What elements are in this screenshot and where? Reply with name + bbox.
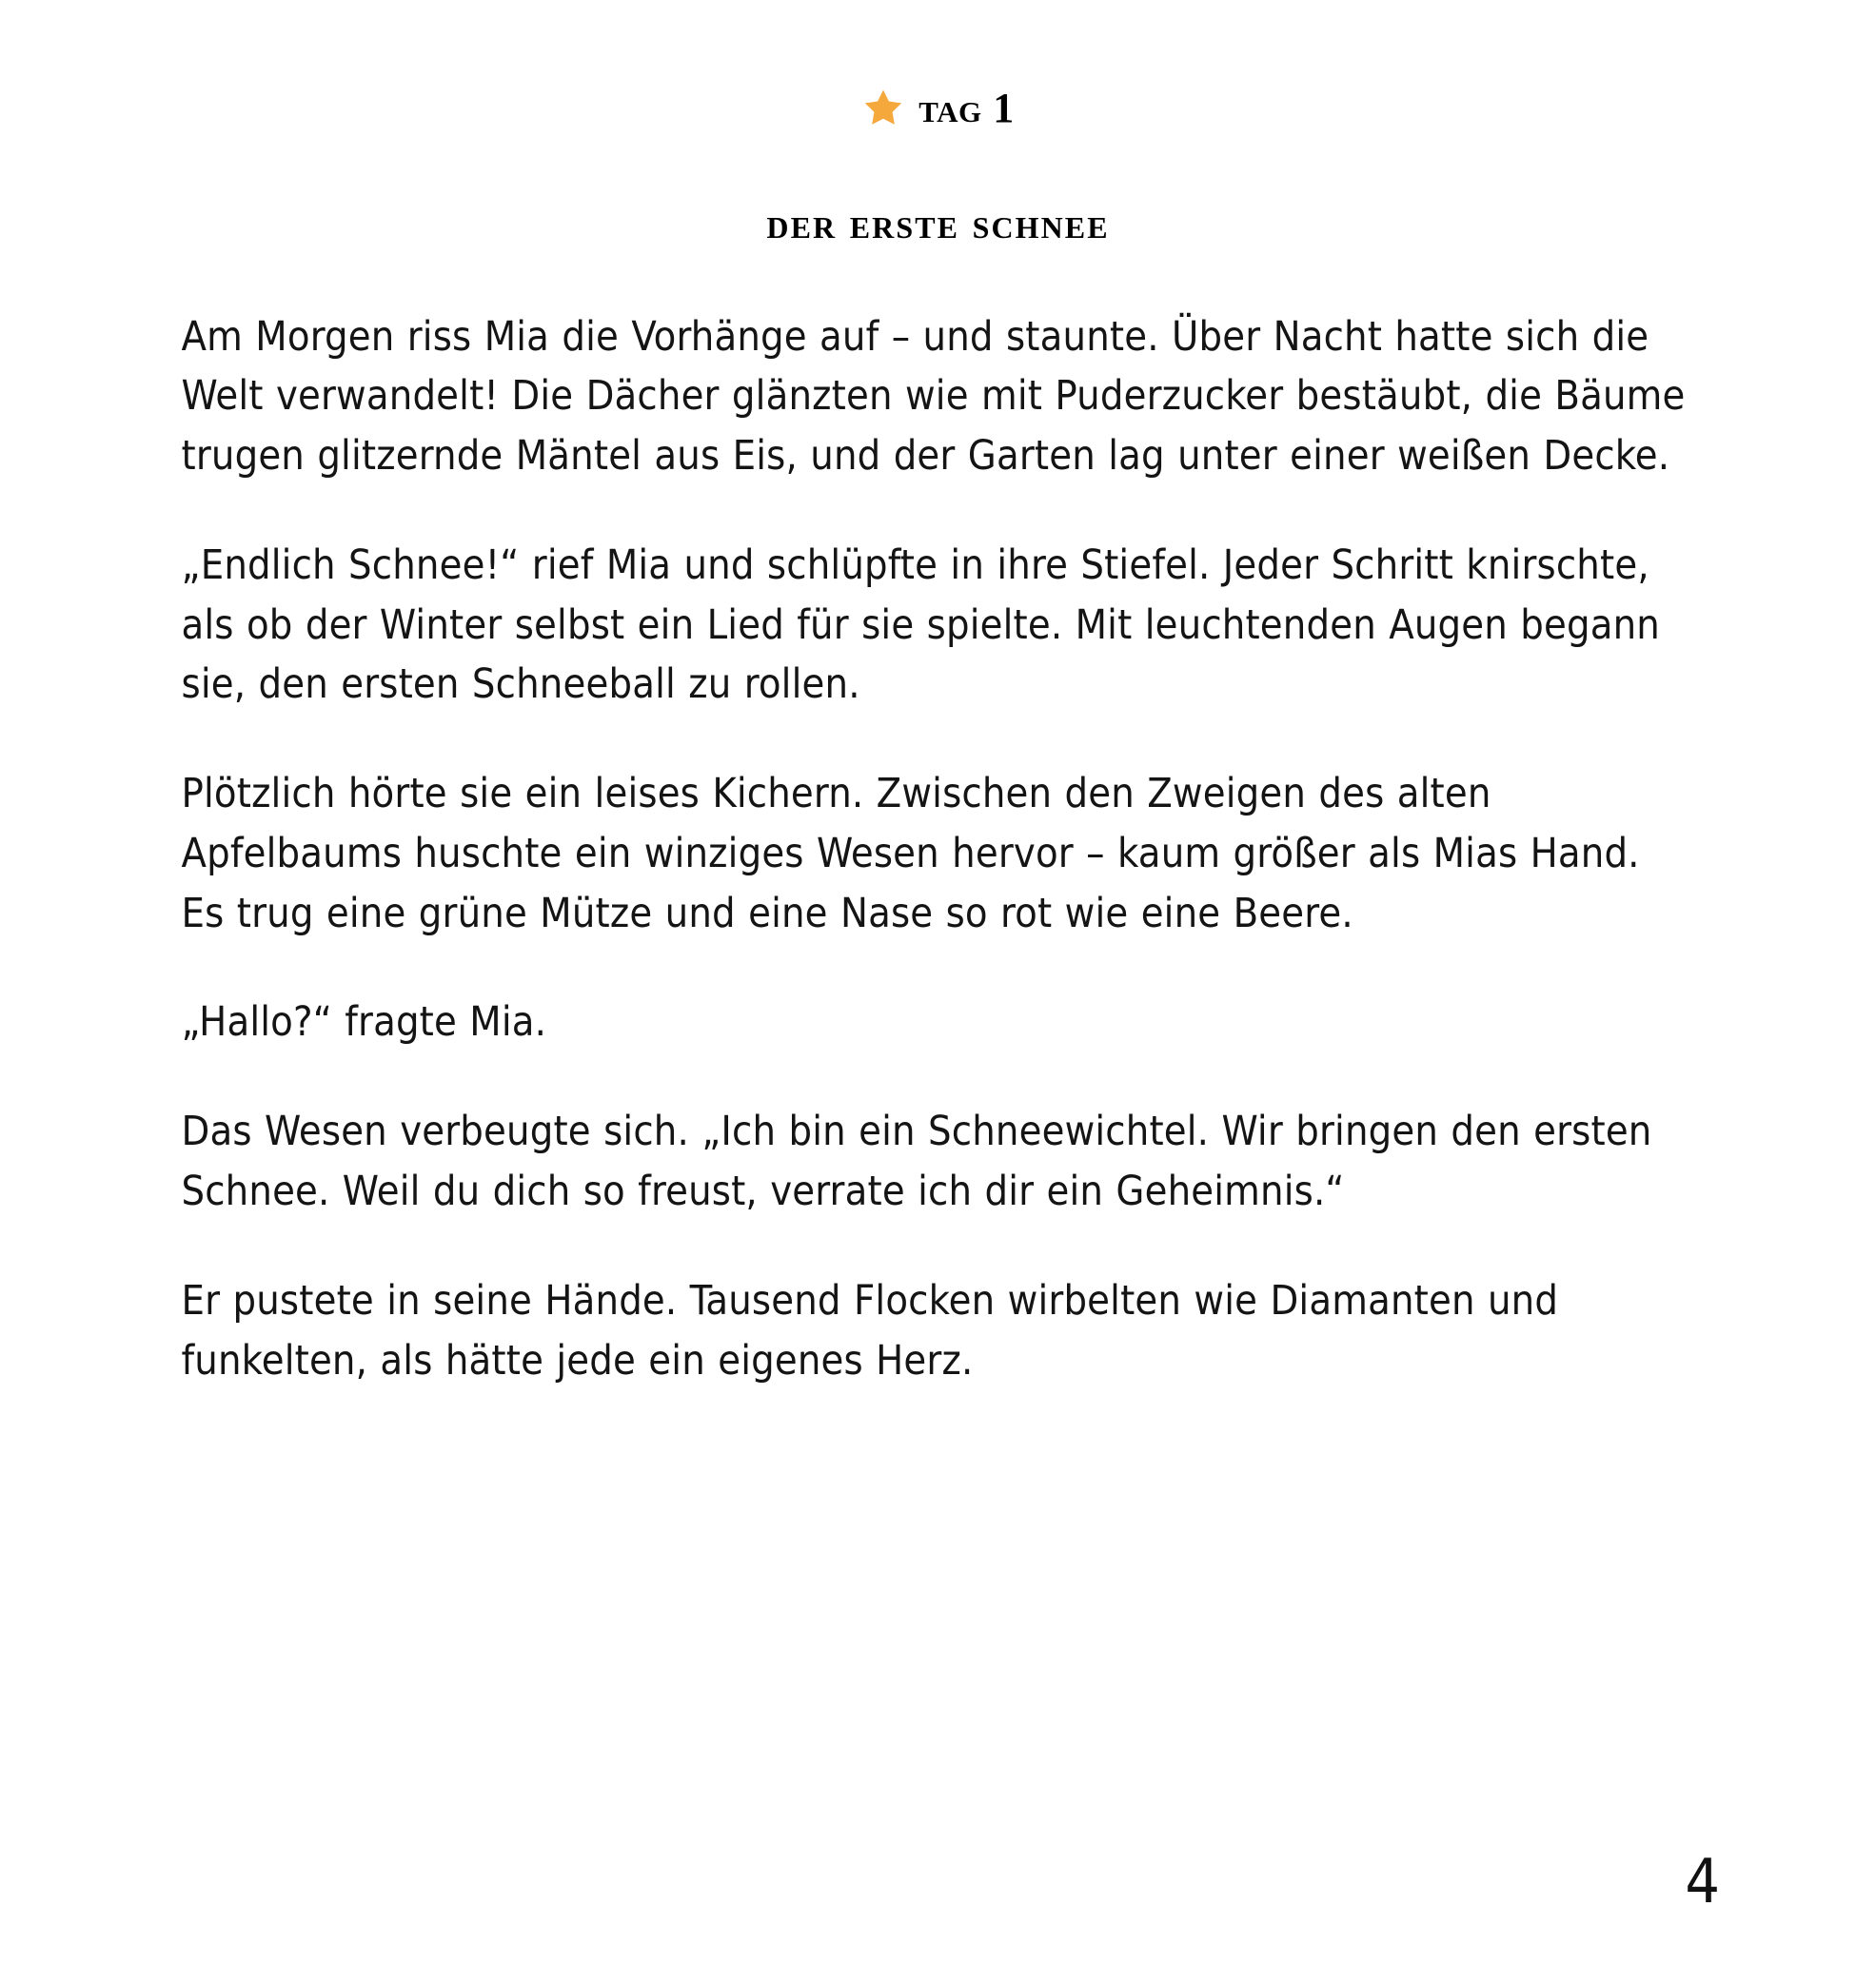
story-page	[0, 82, 1876, 1985]
star-icon	[861, 87, 905, 130]
day-header	[0, 82, 1876, 135]
page-number: 4	[1685, 1847, 1720, 1917]
story-paragraph: „Endlich Schnee!“ rief Mia und schlüpfte in ihre Stiefel. Jeder Schritt knirschte, als ob der Winter selbst ein Lied für sie spielte. Mit leuchtenden Augen begann sie, den ersten Schneeball zu rollen.	[181, 540, 1660, 709]
story-paragraph: Das Wesen verbeugte sich. „Ich bin ein Schneewichtel. Wir bringen den ersten Schnee. Weil du dich so freust, verrate ich dir ein Geheimnis.“	[181, 1108, 1652, 1216]
story-paragraph: „Hallo?“ fragte Mia.	[181, 998, 547, 1047]
chapter-title: der erste schnee	[766, 199, 1110, 247]
story-paragraph: Er pustete in seine Hände. Tausend Flocken wirbelten wie Diamanten und funkelten, als hätte jede ein eigenes Herz.	[181, 1276, 1559, 1385]
story-paragraph: Plötzlich hörte sie ein leises Kichern. Zwischen den Zweigen des alten Apfelbaums huschte ein winziges Wesen hervor – kaum größer als Mias Hand. Es trug eine grüne Mütze und eine Nase so rot wie eine Beere.	[181, 770, 1640, 937]
story-paragraph: Am Morgen riss Mia die Vorhänge auf – und staunte. Über Nacht hatte sich die Welt verwandelt! Die Dächer glänzten wie mit Puderzucker bestäubt, die Bäume trugen glitzernde Mäntel aus Eis, und der Garten lag unter einer weißen Decke.	[181, 312, 1686, 481]
story-body	[182, 248, 1695, 1391]
day-label: tag 1	[918, 85, 1015, 131]
